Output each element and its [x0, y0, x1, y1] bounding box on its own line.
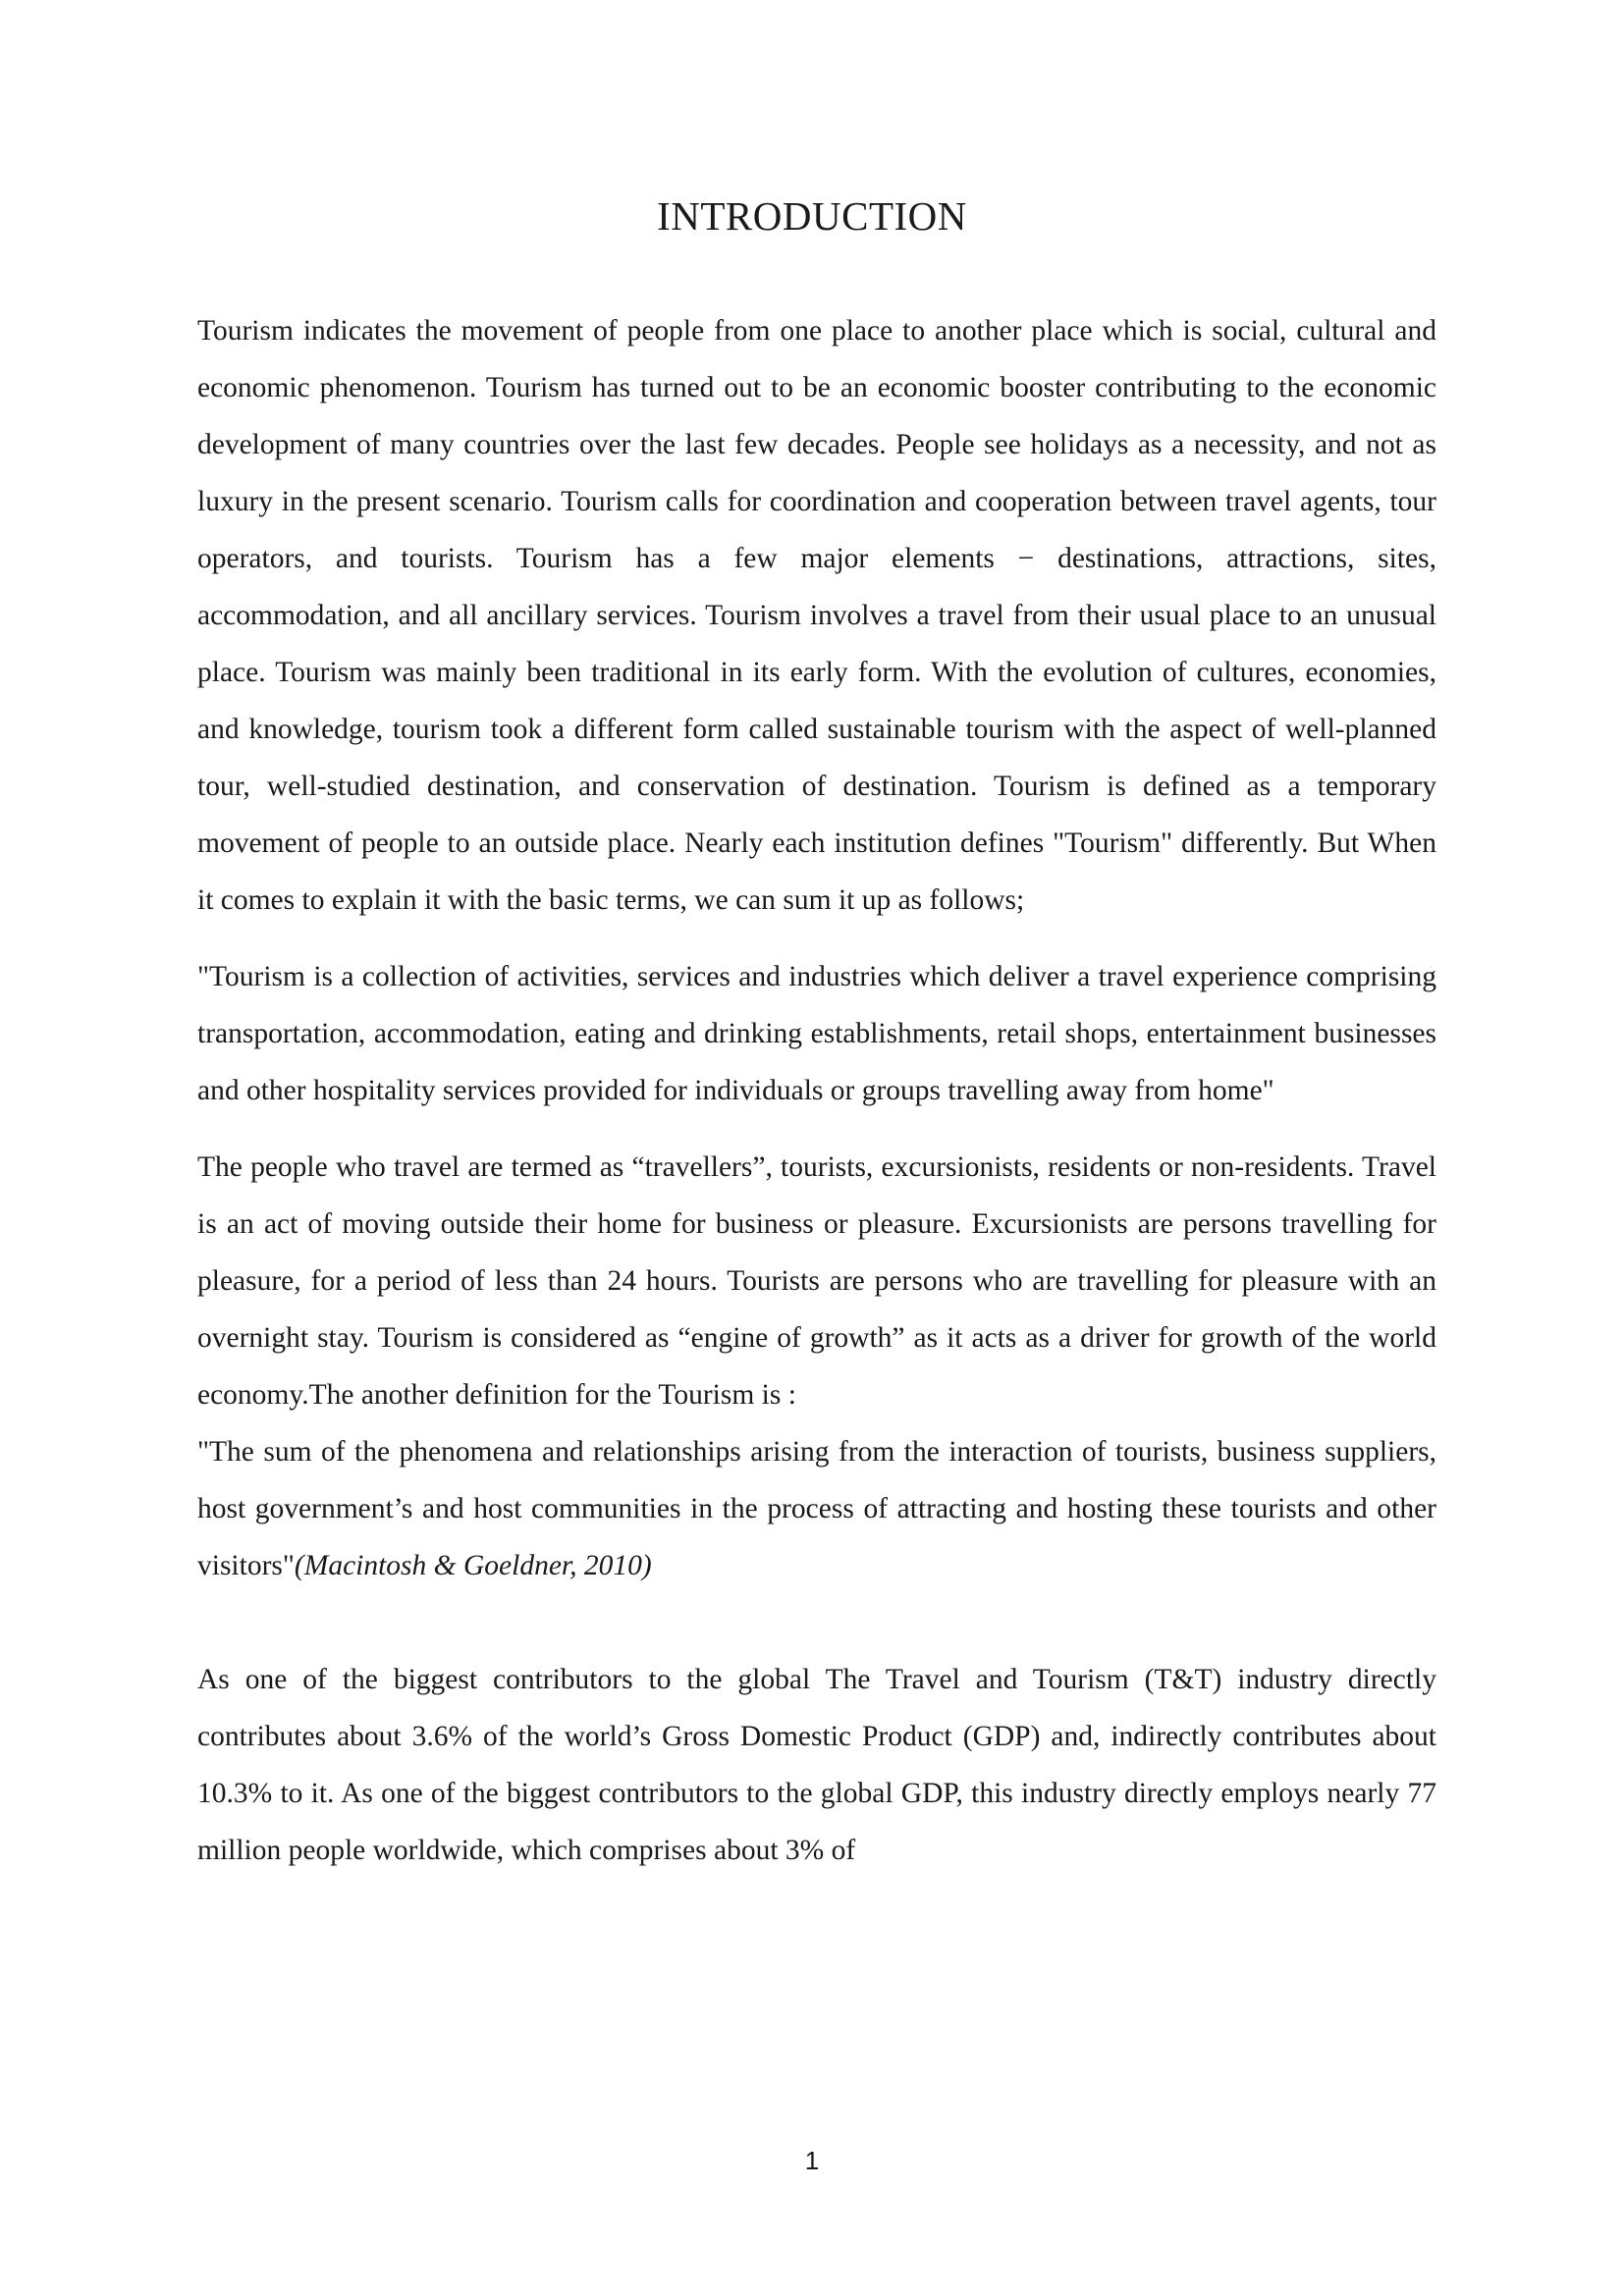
- paragraph-tourism-definition-quote: "Tourism is a collection of activities, services and industries which deliver a travel experience comprising transportation, accommodation, eating and drinking establishments, retail shops, entertainment businesses and other hospitality services provided for individuals or groups travelling away from home": [197, 961, 1436, 1106]
- page-title: INTRODUCTION: [657, 193, 967, 239]
- body-text: [197, 302, 1436, 1879]
- paragraph-second-definition: [197, 1423, 1436, 1594]
- second-definition-quote: "The sum of the phenomena and relationships arising from the interaction of tourists, business suppliers, host government’s and host communities in the process of attracting and hosting these tourists and other visitors": [197, 1436, 1436, 1581]
- paragraph-economic-contribution: As one of the biggest contributors to the global The Travel and Tourism (T&T) industry directly contributes about 3.6% of the world’s Gross Domestic Product (GDP) and, indirectly contributes about 10.3% to it. As one of the biggest contributors to the global GDP, this industry directly employs nearly 77 million people worldwide, which comprises about 3% of: [197, 1664, 1436, 1866]
- paragraph-tourism-overview: Tourism indicates the movement of people from one place to another place which is social, cultural and economic phenomenon. Tourism has turned out to be an economic booster contributing to the economic development of many countries over the last few decades. People see holidays as a necessity, and not as luxury in the present scenario. Tourism calls for coordination and cooperation between travel agents, tour operators, and tourists. Tourism has a few major elements − destinations, attractions, sites, accommodation, and all ancillary services. Tourism involves a travel from their usual place to an unusual place. Tourism was mainly been traditional in its early form. With the evolution of cultures, economies, and knowledge, tourism took a different form called sustainable tourism with the aspect of well-planned tour, well-studied destination, and conservation of destination. Tourism is defined as a temporary movement of people to an outside place. Nearly each institution defines "Tourism" differently. But When it comes to explain it with the basic terms, we can sum it up as follows;: [197, 315, 1436, 916]
- citation: (Macintosh & Goeldner, 2010): [294, 1550, 652, 1581]
- paragraph-travellers: The people who travel are termed as “travellers”, tourists, excursionists, residents or non-residents. Travel is an act of moving outside their home for business or pleasure. Excursionists are persons travelling for pleasure, for a period of less than 24 hours. Tourists are persons who are travelling for pleasure with an overnight stay. Tourism is considered as “engine of growth” as it acts as a driver for growth of the world economy.The another definition for the Tourism is :: [197, 1151, 1436, 1411]
- page-number: 1: [804, 2146, 820, 2175]
